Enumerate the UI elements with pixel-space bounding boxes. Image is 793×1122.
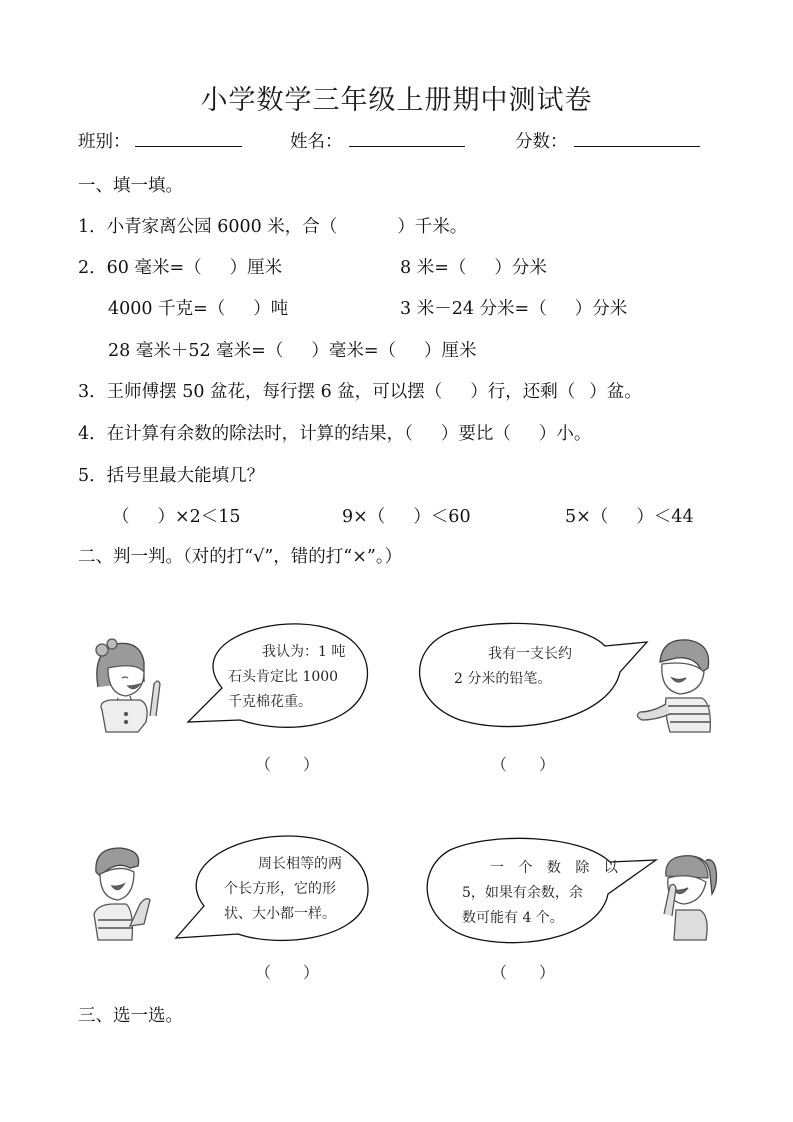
question-text: 9×（ <box>342 507 386 527</box>
question-text: ）毫米=（ <box>311 341 396 361</box>
question-number: 2． <box>78 258 107 278</box>
bubble-line: 状、大小都一样。 <box>224 906 336 922</box>
speech-bubble-4 <box>420 834 660 946</box>
question-text: 在计算有余数的除法时，计算的结果，（ <box>106 424 413 444</box>
bubble-line: 个长方形，它的形 <box>224 881 336 897</box>
judge-answer-4[interactable]: （ ） <box>491 963 556 982</box>
question-text: ）厘米 <box>229 258 283 278</box>
question-text: 5×（ <box>565 507 609 527</box>
question-text: ）千米。 <box>397 217 468 237</box>
bubble-text <box>462 856 623 931</box>
question-text: ）×2＜15 <box>157 507 241 527</box>
score-label: 分数： <box>515 132 568 152</box>
question-text: 王师傅摆 50 盆花，每行摆 6 盆，可以摆（ <box>106 382 443 402</box>
bubble-line: 千克棉花重。 <box>228 694 312 710</box>
name-field <box>290 128 465 153</box>
score-field <box>515 128 700 153</box>
class-label: 班别： <box>78 132 131 152</box>
bubble-line: 2 分米的铅笔。 <box>454 671 552 687</box>
question-text: ）＜44 <box>636 507 694 527</box>
bubble-line: 一 个 数 除 以 <box>490 860 623 876</box>
speech-bubble-1 <box>180 618 380 736</box>
girl-pointing-illustration <box>88 632 168 737</box>
question-number: 5． <box>78 466 107 486</box>
question-text: 60 毫米=（ <box>106 258 202 278</box>
bubble-line: 周长相等的两 <box>258 856 342 872</box>
question-text: ）要比（ <box>440 424 511 444</box>
question-number: 4． <box>78 424 107 444</box>
question-text: ）分米 <box>574 299 628 319</box>
question-4 <box>78 420 591 445</box>
bubble-line: 我有一支长约 <box>488 646 572 662</box>
question-text: ）小。 <box>538 424 592 444</box>
class-field <box>78 128 242 153</box>
bubble-line: 5，如果有余数，余 <box>462 885 583 901</box>
section-2-heading: 二、判一判。（对的打“√”，错的打“×”。） <box>78 547 403 567</box>
score-input[interactable] <box>574 130 700 147</box>
bubble-line: 石头肯定比 1000 <box>228 669 339 685</box>
question-2-row-1b <box>400 254 547 279</box>
question-text: ）行，还剩（ <box>470 382 576 402</box>
boy-striped-shirt-illustration <box>626 632 716 737</box>
question-number: 3． <box>78 382 107 402</box>
question-2-row-2 <box>108 295 288 320</box>
question-text: 8 米=（ <box>400 258 467 278</box>
question-5-item-2 <box>342 503 471 528</box>
section-3-heading: 三、选一选。 <box>78 1006 183 1026</box>
question-5 <box>78 462 264 487</box>
question-text: ）盆。 <box>589 382 642 402</box>
question-2-row-2b <box>400 295 627 320</box>
bubble-text <box>228 640 345 715</box>
question-2-row-3 <box>108 337 477 362</box>
girl-ponytail-illustration <box>650 850 720 942</box>
class-input[interactable] <box>135 130 242 147</box>
question-2-row-1 <box>78 254 282 279</box>
question-text: 小青家离公园 6000 米，合（ <box>106 217 338 237</box>
question-text: 括号里最大能填几？ <box>106 466 265 486</box>
question-5-item-1 <box>112 503 241 528</box>
question-number: 1． <box>78 217 107 237</box>
bubble-line: 数可能有 4 个。 <box>462 910 564 926</box>
question-5-item-3 <box>565 503 694 528</box>
section-1-heading: 一、填一填。 <box>78 176 183 196</box>
question-text: ）分米 <box>494 258 547 278</box>
judge-answer-2[interactable]: （ ） <box>491 755 556 774</box>
speech-bubble-3 <box>168 830 378 948</box>
question-text: 4000 千克=（ <box>108 299 226 319</box>
question-1 <box>78 213 467 238</box>
name-input[interactable] <box>349 130 465 147</box>
question-text: 3 米－24 分米=（ <box>400 299 547 319</box>
question-text: ）厘米 <box>424 341 477 361</box>
question-text: ）＜60 <box>413 507 471 527</box>
page-title: 小学数学三年级上册期中测试卷 <box>200 85 593 116</box>
bubble-text <box>454 642 572 692</box>
boy-waving-illustration <box>86 842 156 942</box>
question-text: （ <box>112 507 130 527</box>
question-text: 28 毫米＋52 毫米=（ <box>108 341 284 361</box>
question-text: ）吨 <box>253 299 289 319</box>
bubble-text <box>224 852 342 927</box>
speech-bubble-2 <box>410 622 650 728</box>
bubble-line: 我认为：1 吨 <box>262 644 346 660</box>
question-3 <box>78 378 642 403</box>
judge-answer-1[interactable]: （ ） <box>255 755 320 774</box>
name-label: 姓名： <box>290 132 343 152</box>
judge-answer-3[interactable]: （ ） <box>255 963 320 982</box>
